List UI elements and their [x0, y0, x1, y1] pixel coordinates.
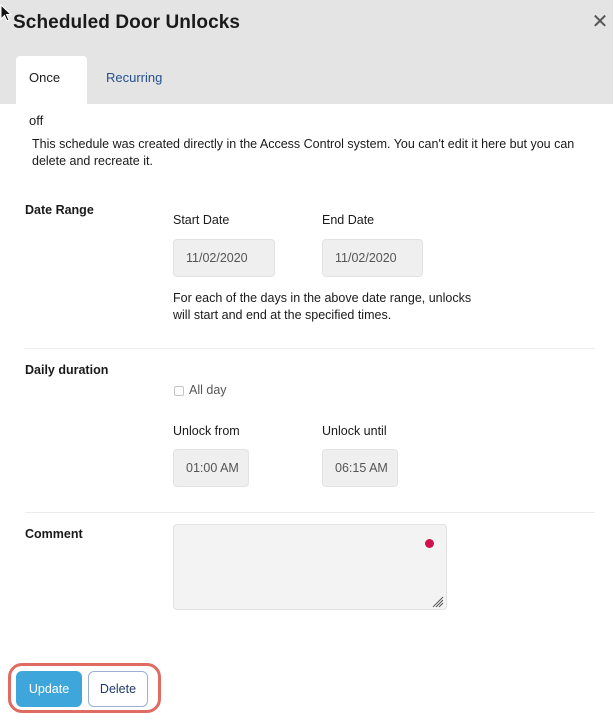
close-icon: ✕	[591, 11, 609, 33]
unlock-until-field[interactable]: 06:15 AM	[322, 449, 398, 487]
read-only-notice: This schedule was created directly in the Access Control system. You can't edit it here but you can delete and recreate it.	[32, 137, 575, 168]
delete-button[interactable]: Delete	[88, 671, 148, 707]
section-divider	[25, 512, 595, 513]
dialog-title: Scheduled Door Unlocks	[13, 12, 241, 33]
update-button[interactable]: Update	[16, 671, 82, 707]
unlock-from-field[interactable]: 01:00 AM	[173, 449, 249, 487]
close-button[interactable]	[590, 12, 610, 32]
end-date-field[interactable]: 11/02/2020	[322, 239, 423, 277]
date-range-label: Date Range	[25, 203, 94, 217]
comment-textarea[interactable]	[173, 524, 447, 610]
all-day-label: All day	[189, 383, 227, 397]
tab-recurring[interactable]: Recurring	[106, 70, 163, 85]
start-date-label: Start Date	[173, 213, 230, 227]
unlock-until-label: Unlock until	[322, 424, 387, 438]
unlock-from-label: Unlock from	[173, 424, 240, 438]
all-day-checkbox[interactable]	[174, 386, 184, 396]
required-indicator-icon	[425, 539, 434, 548]
mouse-cursor-icon	[0, 4, 12, 22]
start-date-field[interactable]: 11/02/2020	[173, 239, 275, 277]
resize-grip-icon[interactable]	[432, 596, 444, 608]
section-divider	[25, 348, 595, 349]
tab-once-off[interactable]: Once off	[16, 56, 87, 104]
date-range-help-text: For each of the days in the above date range, unlocks will start and end at the specified times.	[173, 291, 472, 322]
daily-duration-label: Daily duration	[25, 363, 109, 377]
end-date-label: End Date	[322, 213, 375, 227]
comment-label: Comment	[25, 527, 83, 541]
